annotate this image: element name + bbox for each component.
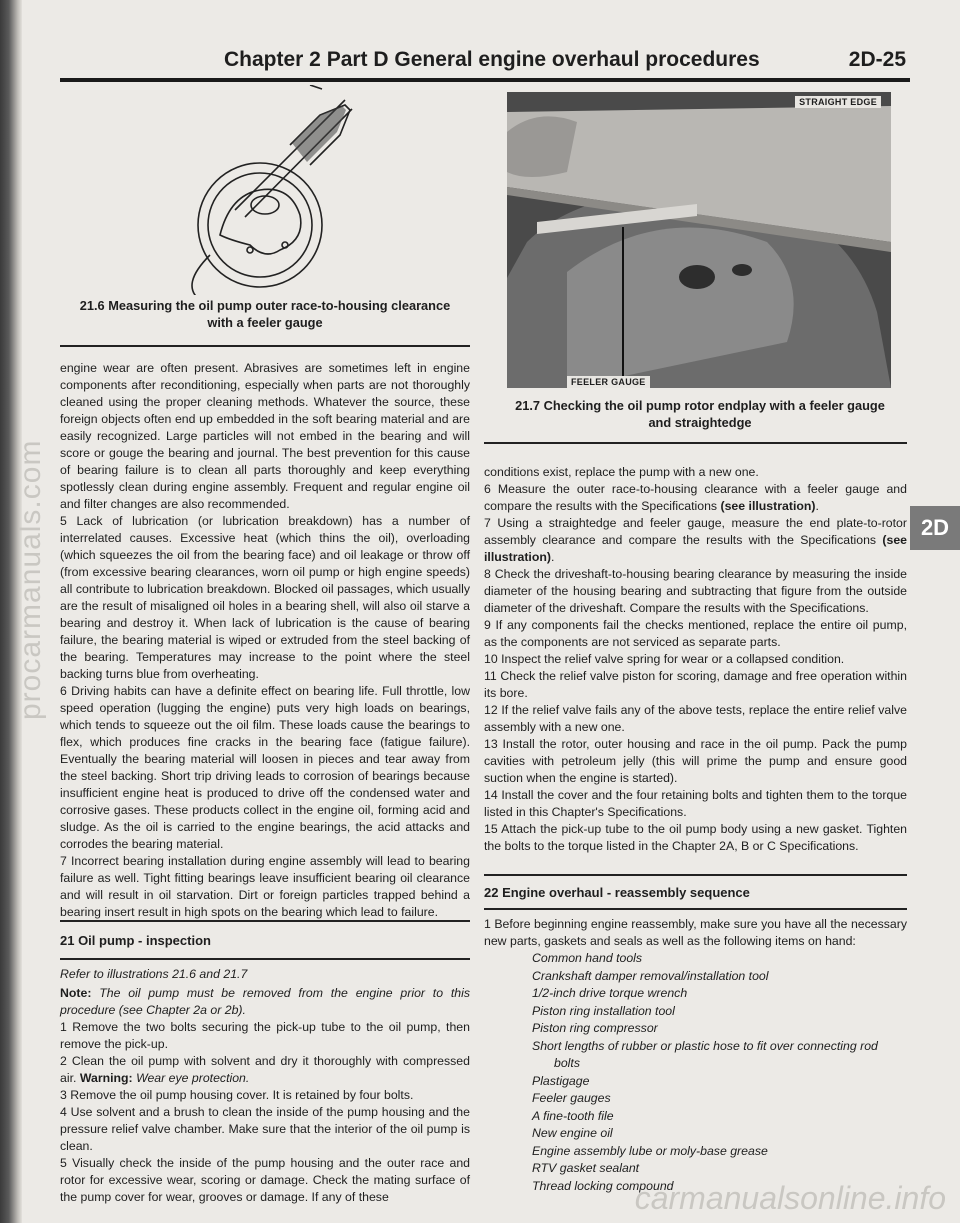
warning-label: Warning: <box>79 1071 133 1085</box>
figure-21-7-caption-line2: and straightedge <box>648 415 752 430</box>
straight-edge-label: STRAIGHT EDGE <box>795 96 881 108</box>
tools-list-item: A fine-tooth file <box>532 1108 614 1123</box>
step-12: 12 If the relief valve fails any of the above tests, replace the entire relief valve assembly with a new one. <box>484 703 907 734</box>
step-4: 4 Use solvent and a brush to clean the inside of the pump housing and the pressure relief valve chamber. Make sure that the interior of the oil pump is clean. <box>60 1105 470 1153</box>
tools-list-item: Common hand tools <box>532 951 643 965</box>
section-21-title: 21 Oil pump - inspection <box>60 933 211 948</box>
step-13: 13 Install the rotor, outer housing and race in the oil pump. Pack the pump cavities with petroleum jelly (this will prime the pump and ensure good suction when the engine is started). <box>484 737 907 785</box>
chapter-tab: 2D <box>910 506 960 550</box>
step-1: 1 Remove the two bolts securing the pick-up tube to the oil pump, then remove the pick-up. <box>60 1020 470 1051</box>
page-number: 2D-25 <box>848 48 906 71</box>
right-column-text <box>484 464 907 855</box>
see-illustration: (see illustration) <box>484 533 908 564</box>
side-watermark: procarmanuals.com <box>14 439 47 720</box>
figure-21-6-caption-line2: with a feeler gauge <box>207 315 323 330</box>
paragraph: conditions exist, replace the pump with a new one. <box>484 465 759 479</box>
section-22-body <box>484 916 907 1195</box>
section-21-body <box>60 966 470 1206</box>
figure-21-7-caption-line1: 21.7 Checking the oil pump rotor endplay with a feeler gauge <box>515 398 885 413</box>
tools-list-item: Crankshaft damper removal/installation tool <box>532 968 769 983</box>
see-illustration: (see illustration) <box>720 499 816 513</box>
paragraph: 5 Lack of lubrication (or lubrication breakdown) has a number of interrelated causes. Excessive heat (which thins the oil), overloading (which squeezes the oil from the bearing face) and oil leakage or throw off (from excessive bearing clearances, worn oil pump or high engine speeds) all contribute to lubrication breakdown. Blocked oil passages, which usually are the result of misaligned oil holes in a bearing shell, will also oil starve a bearing and destroy it. When lack of lubrication is the cause of bearing failure, the bearing material is wiped or extruded from the steel backing of the bearing. Temperatures may increase to the point where the steel backing turns blue from overheating. <box>60 514 470 681</box>
figure-21-7-caption <box>500 397 900 431</box>
oil-pump-straightedge-photo <box>507 92 891 388</box>
step-7: 7 Using a straightedge and feeler gauge, measure the end plate-to-rotor assembly clearance and compare the results with the Specifications (see illustration). <box>484 516 908 564</box>
bottom-watermark: carmanualsonline.info <box>634 1180 946 1216</box>
note-text: The oil pump must be removed from the engine prior to this procedure (see Chapter 2a or 2b). <box>60 986 470 1017</box>
step-2: 2 Clean the oil pump with solvent and dry it thoroughly with compressed air. Warning: Wear eye protection. <box>60 1054 470 1085</box>
refer-line: Refer to illustrations 21.6 and 21.7 <box>60 967 248 981</box>
figure-21-6-caption-line1: 21.6 Measuring the oil pump outer race-to-housing clearance <box>79 298 451 313</box>
figure-21-7-photo <box>507 92 891 388</box>
section-22-title: 22 Engine overhaul - reassembly sequence <box>484 885 750 900</box>
tools-list-item: Plastigage <box>532 1073 590 1088</box>
step-8: 8 Check the driveshaft-to-housing bearing clearance by measuring the inside diameter of the housing bearing and subtracting that figure from the outside diameter of the driveshaft. Compare the results with the Specifications. <box>484 567 907 615</box>
left-column-text <box>60 360 470 921</box>
step-5: 5 Visually check the inside of the pump housing and the outer race and rotor for excessive wear, scoring or damage. Check the mating surface of the pump cover for wear, grooves or damage. If any of these <box>60 1156 470 1204</box>
left-figure-divider <box>60 345 470 347</box>
tools-list-item: RTV gasket sealant <box>532 1161 640 1175</box>
right-figure-divider <box>484 442 907 444</box>
figure-21-6 <box>60 85 470 337</box>
tools-list-item: Engine assembly lube or moly-base grease <box>532 1143 768 1158</box>
step-11: 11 Check the relief valve piston for scoring, damage and free operation within its bore. <box>484 669 907 700</box>
tools-list-item: Thread locking compound <box>532 1178 674 1193</box>
section-22-rule-top <box>484 874 907 876</box>
step-14: 14 Install the cover and the four retaining bolts and tighten them to the torque listed in this Chapter's Specifications. <box>484 788 907 819</box>
step-6: 6 Measure the outer race-to-housing clearance with a feeler gauge and compare the results with the Specifications (see illustration). <box>484 482 907 513</box>
paragraph: engine wear are often present. Abrasives are sometimes left in engine components after reconditioning, especially when parts are not thoroughly cleaned using the proper cleaning methods. Whatever the source, these foreign objects often end up embedded in the soft bearing material and are easily recognized. Large particles will not embed in the bearing and will score or gouge the bearing and journal. The best prevention for this cause of bearing failure is to clean all parts thoroughly and keep everything spotlessly clean during engine assembly. Frequent and regular engine oil and filter changes are also recommended. <box>60 361 470 511</box>
chapter-title: Chapter 2 Part D General engine overhaul procedures <box>224 48 760 71</box>
note-label: Note: <box>60 986 92 1000</box>
step-3: 3 Remove the oil pump housing cover. It is retained by four bolts. <box>60 1088 414 1102</box>
section-21-rule-top <box>60 920 470 922</box>
tools-list <box>484 950 907 1195</box>
warning-text: Wear eye protection. <box>136 1071 250 1085</box>
paragraph: 6 Driving habits can have a definite effect on bearing life. Full throttle, low speed operation (lugging the engine) puts very high loads on bearings, which tends to squeeze out the oil film. These loads cause the bearings to flex, which produces fine cracks in the bearing face (fatigue failure). Eventually the bearing material will loosen in pieces and tear away from the steel backing. Short trip driving leads to corrosion of bearings because insufficient engine heat is produced to drive off the condensed water and corrosive gases. These products collect in the engine oil, forming acid and sludge. As the oil is carried to the engine bearings, the acid attacks and corrodes the bearing material. <box>60 684 470 851</box>
paragraph: 7 Incorrect bearing installation during engine assembly will lead to bearing failure as well. Tight fitting bearings leave insufficient bearing oil clearance and will result in oil starvation. Dirt or foreign particles trapped behind a bearing insert result in high spots on the bearing which lead to failure. <box>60 854 470 919</box>
tools-list-item: bolts <box>554 1056 580 1070</box>
tools-list-item: New engine oil <box>532 1126 613 1140</box>
step-22-1: 1 Before beginning engine reassembly, make sure you have all the necessary new parts, gaskets and seals as well as the following items on hand: <box>484 917 907 948</box>
tools-list-item: Piston ring compressor <box>532 1021 658 1035</box>
tools-list-item: Short lengths of rubber or plastic hose to fit over connecting rod <box>532 1038 878 1053</box>
tools-list-item: Feeler gauges <box>532 1091 611 1105</box>
step-15: 15 Attach the pick-up tube to the oil pump body using a new gasket. Tighten the bolts to the torque listed in the Chapter 2A, B or C Specifications. <box>484 822 907 853</box>
feeler-gauge-label: FEELER GAUGE <box>567 376 650 388</box>
note-paragraph <box>60 985 470 1019</box>
tools-list-item: 1/2-inch drive torque wrench <box>532 986 688 1000</box>
step-10: 10 Inspect the relief valve spring for wear or a collapsed condition. <box>484 652 845 666</box>
tools-list-item: Piston ring installation tool <box>532 1003 675 1018</box>
page-header <box>60 44 910 82</box>
oil-pump-feeler-gauge-drawing <box>60 85 470 295</box>
section-21-rule-bottom <box>60 958 470 960</box>
step-9: 9 If any components fail the checks mentioned, replace the entire oil pump, as the components are not serviced as separate parts. <box>484 618 907 649</box>
section-22-rule-bottom <box>484 908 907 910</box>
